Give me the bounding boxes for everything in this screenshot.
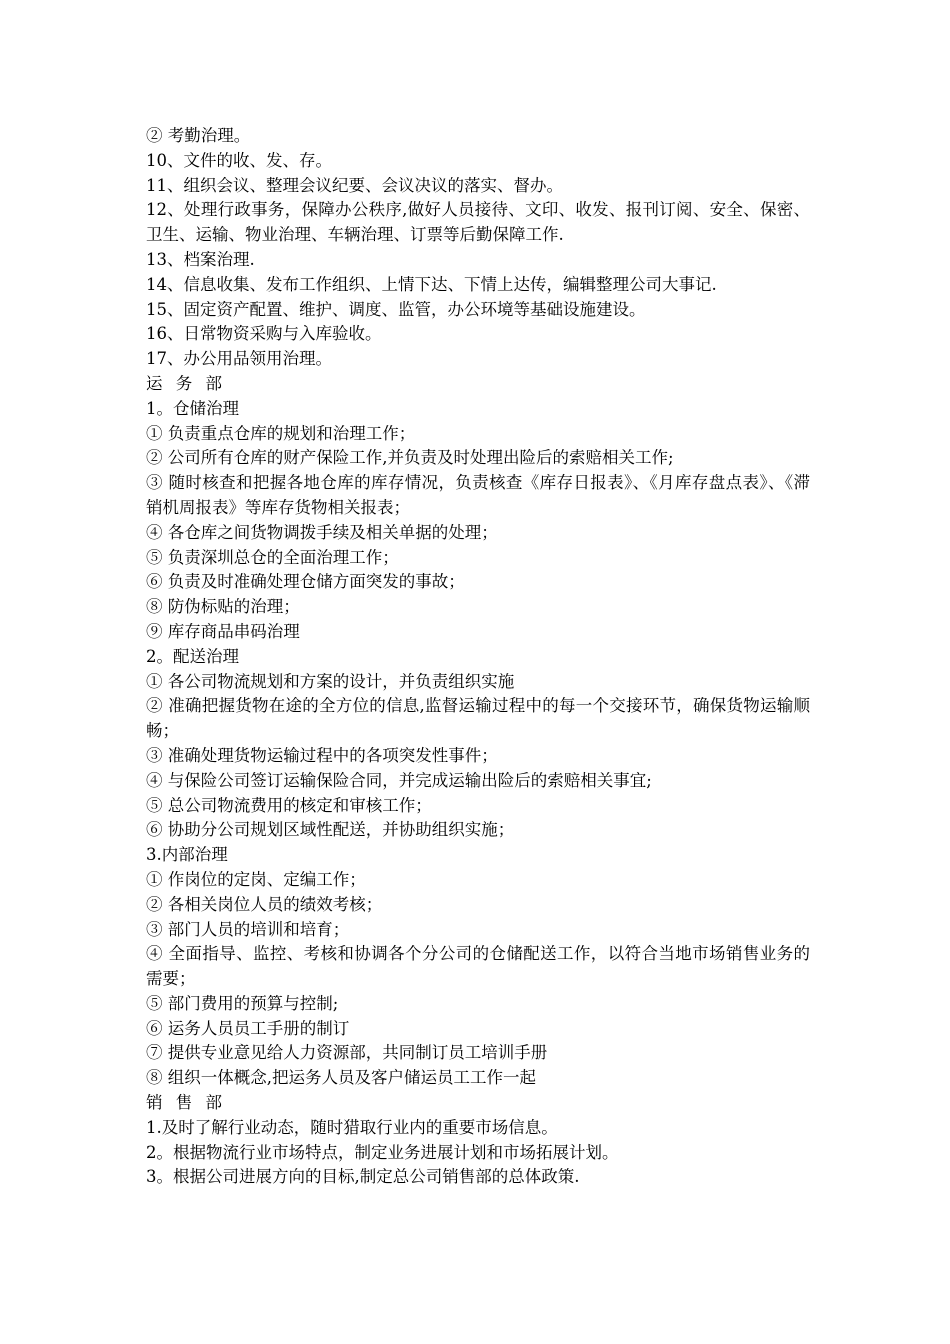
section-heading: 销 售 部 bbox=[146, 1093, 226, 1113]
list-item: ① 负责重点仓库的规划和治理工作； bbox=[146, 423, 416, 443]
document-body bbox=[146, 124, 810, 1190]
subsection-heading: 1。仓储治理 bbox=[146, 398, 239, 418]
subsection-heading: 3.内部治理 bbox=[146, 845, 228, 865]
list-item: ⑤ 负责深圳总仓的全面治理工作； bbox=[146, 547, 399, 567]
list-item: ⑧ 组织一体概念,把运务人员及客户储运员工工作一起 bbox=[146, 1068, 536, 1088]
section-heading: 运 务 部 bbox=[146, 373, 226, 393]
list-item: ① 各公司物流规划和方案的设计，并负责组织实施 bbox=[146, 671, 515, 691]
list-item: ② 各相关岗位人员的绩效考核； bbox=[146, 894, 383, 914]
list-item: 14、信息收集、发布工作组织、上情下达、下情上达传，编辑整理公司大事记. bbox=[146, 274, 717, 294]
list-item: ④ 与保险公司签订运输保险合同，并完成运输出险后的索赔相关事宜; bbox=[146, 770, 652, 790]
list-item: ② 公司所有仓库的财产保险工作,并负责及时处理出险后的索赔相关工作; bbox=[146, 448, 674, 468]
list-item: 3。根据公司进展方向的目标,制定总公司销售部的总体政策. bbox=[146, 1167, 580, 1187]
subsection-heading: 2。配送治理 bbox=[146, 646, 239, 666]
list-item: ⑤ 总公司物流费用的核定和审核工作； bbox=[146, 795, 432, 815]
list-item: ⑥ 负责及时准确处理仓储方面突发的事故； bbox=[146, 572, 465, 592]
list-item: ② 准确把握货物在途的全方位的信息,监督运输过程中的每一个交接环节，确保货物运输顺畅； bbox=[146, 696, 810, 741]
list-item: 17、办公用品领用治理。 bbox=[146, 349, 332, 369]
list-item: 11、组织会议、整理会议纪要、会议决议的落实、督办。 bbox=[146, 175, 563, 195]
list-item: ⑧ 防伪标贴的治理； bbox=[146, 597, 300, 617]
list-item: 15、固定资产配置、维护、调度、监管，办公环境等基础设施建设。 bbox=[146, 299, 646, 319]
list-item: ⑦ 提供专业意见给人力资源部，共同制订员工培训手册 bbox=[146, 1043, 548, 1063]
list-item: ③ 准确处理货物运输过程中的各项突发性事件； bbox=[146, 745, 498, 765]
list-item: ④ 各仓库之间货物调拨手续及相关单据的处理； bbox=[146, 522, 498, 542]
list-item: ⑨ 库存商品串码治理 bbox=[146, 621, 300, 641]
list-item: 12、处理行政事务，保障办公秩序,做好人员接待、文印、收发、报刊订阅、安全、保密、卫生、运输、物业治理、车辆治理、订票等后勤保障工作. bbox=[146, 200, 810, 245]
list-item: ⑥ 协助分公司规划区域性配送，并协助组织实施； bbox=[146, 820, 515, 840]
list-item: 16、日常物资采购与入库验收。 bbox=[146, 324, 382, 344]
list-item: 2。根据物流行业市场特点，制定业务进展计划和市场拓展计划。 bbox=[146, 1142, 619, 1162]
list-item: 1.及时了解行业动态，随时猎取行业内的重要市场信息。 bbox=[146, 1117, 558, 1137]
list-item: ⑥ 运务人员员工手册的制订 bbox=[146, 1018, 350, 1038]
list-item: 10、文件的收、发、存。 bbox=[146, 150, 332, 170]
list-item: 13、档案治理. bbox=[146, 249, 255, 269]
list-item: ③ 随时核查和把握各地仓库的库存情况，负责核查《库存日报表》、《月库存盘点表》、《滞销机周报表》等库存货物相关报表； bbox=[146, 473, 810, 517]
list-item: ② 考勤治理。 bbox=[146, 126, 251, 145]
list-item: ① 作岗位的定岗、定编工作； bbox=[146, 869, 366, 889]
list-item: ③ 部门人员的培训和培育； bbox=[146, 919, 350, 939]
list-item: ⑤ 部门费用的预算与控制; bbox=[146, 993, 339, 1013]
list-item: ④ 全面指导、监控、考核和协调各个分公司的仓储配送工作，以符合当地市场销售业务的需要； bbox=[146, 944, 810, 989]
